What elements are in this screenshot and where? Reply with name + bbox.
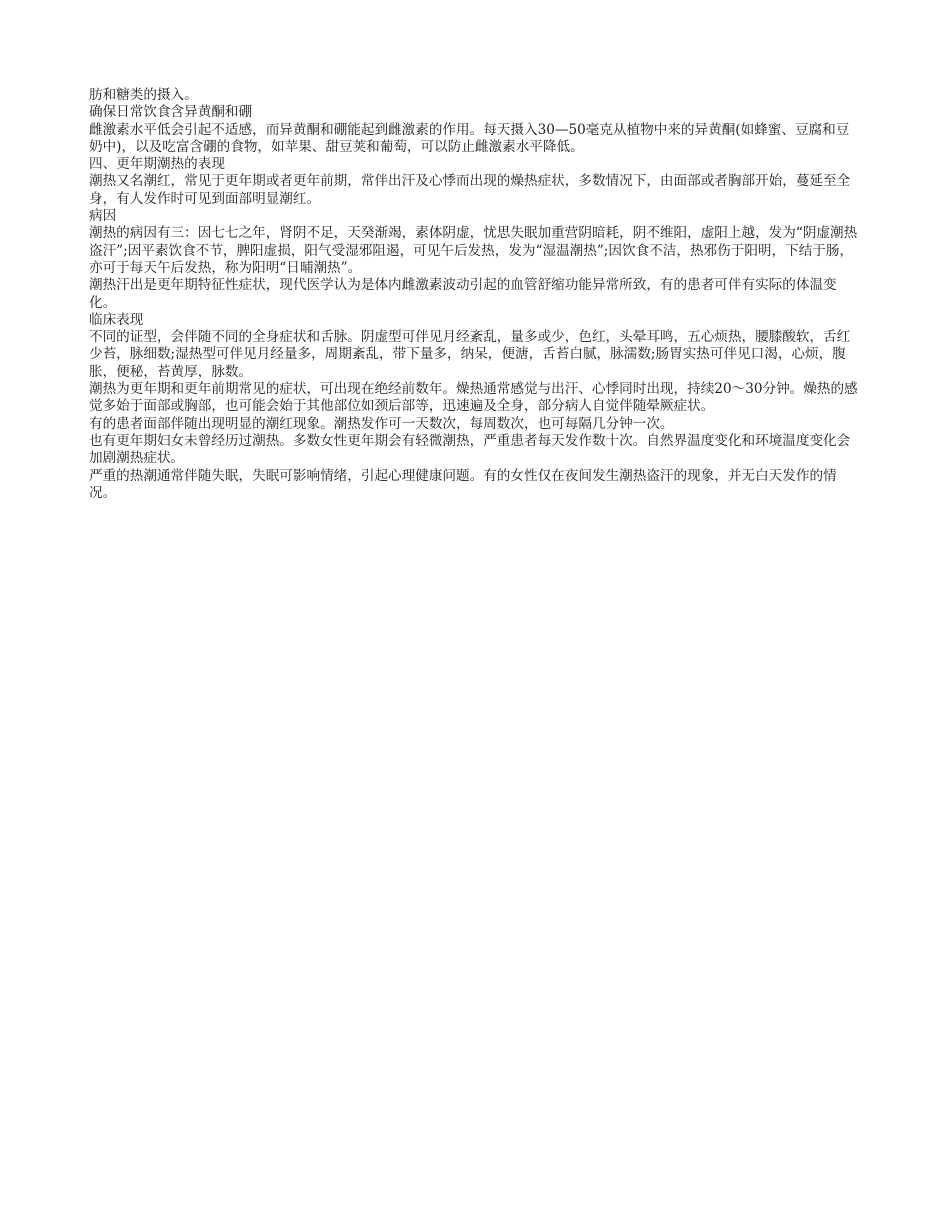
paragraph-hot-flush-intro: 潮热又名潮红，常见于更年期或者更年前期，常伴出汗及心悸而出现的燥热症状，多数情况下，由面部或者胸部开始，蔓延至全身，有人发作时可见到面部明显潮红。 xyxy=(89,173,851,207)
heading-clinical: 临床表现 xyxy=(89,311,144,328)
paragraph-severity: 也有更年期妇女未曾经历过潮热。多数女性更年期会有轻微潮热，严重患者每天发作数十次。自然界温度变化和环境温度变化会加剧潮热症状。 xyxy=(89,432,851,467)
paragraph-duration: 潮热为更年期和更年前期常见的症状，可出现在绝经前数年。燥热通常感觉与出汗、心悸同时出现，持续20～30分钟。燥热的感觉多始于面部或胸部，也可能会始于其他部位如颈后部等，迅速遍及全身，部分病人自觉伴随晕厥症状。 xyxy=(89,381,858,415)
paragraph-syndrome-types: 不同的证型，会伴随不同的全身症状和舌脉。阴虚型可伴见月经紊乱，量多或少，色红，头晕耳鸣，五心烦热，腰膝酸软，舌红少苔，脉细数;湿热型可伴见月经量多，周期紊乱，带下量多，纳呆，便溏，舌苔白腻，脉濡数;肠胃实热可伴见口渴，心烦，腹胀，便秘，苔黄厚，脉数。 xyxy=(89,329,851,380)
heading-isoflavone-boron: 确保日常饮食含异黄酮和硼 xyxy=(89,104,253,121)
paragraph-estrogen: 雌激素水平低会引起不适感，而异黄酮和硼能起到雌激素的作用。每天摄入30—50毫克从植物中来的异黄酮(如蜂蜜、豆腐和豆奶中)，以及吃富含硼的食物，如苹果、甜豆荚和葡萄，可以防止雌激素水平降低。 xyxy=(89,121,850,155)
paragraph-frequency: 有的患者面部伴随出现明显的潮红现象。潮热发作可一天数次，每周数次，也可每隔几分钟一次。 xyxy=(89,415,674,432)
document-body xyxy=(89,87,861,502)
paragraph-etiology-tcm: 潮热的病因有三：因七七之年，肾阴不足，天癸渐竭，素体阴虚，忧思失眠加重营阴暗耗，阴不维阳，虚阳上越，发为“阴虚潮热盗汗”;因平素饮食不节，脾阳虚损，阳气受湿邪阻遏，可见午后发热，发为“湿温潮热”;因饮食不洁，热邪伤于阳明，下结于肠，亦可于每天午后发热，称为阳明“日晡潮热”。 xyxy=(89,225,858,276)
paragraph-etiology-modern: 潮热汗出是更年期特征性症状，现代医学认为是体内雌激素波动引起的血管舒缩功能异常所致，有的患者可伴有实际的体温变化。 xyxy=(89,277,837,311)
heading-etiology: 病因 xyxy=(89,208,117,225)
heading-section-four: 四、更年期潮热的表现 xyxy=(89,156,225,173)
paragraph-fat-sugar: 肪和糖类的摄入。 xyxy=(89,87,198,103)
paragraph-insomnia: 严重的热潮通常伴随失眠，失眠可影响情绪，引起心理健康问题。有的女性仅在夜间发生潮热盗汗的现象，并无白天发作的情况。 xyxy=(89,467,837,501)
